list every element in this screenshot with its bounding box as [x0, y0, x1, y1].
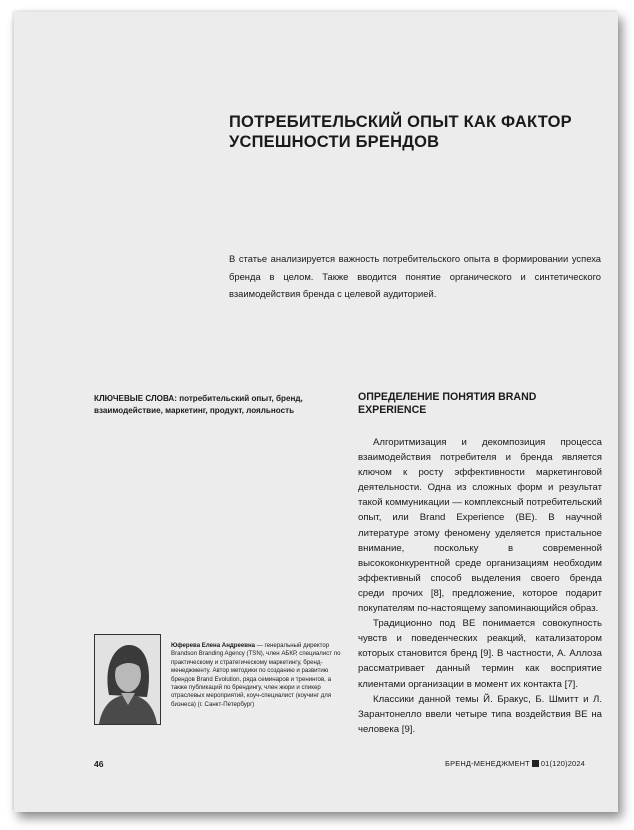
author-photo — [94, 634, 161, 725]
article-title: ПОТРЕБИТЕЛЬСКИЙ ОПЫТ КАК ФАКТОР УСПЕШНОСТИ БРЕНДОВ — [229, 113, 572, 151]
page-number: 46 — [94, 759, 104, 769]
body-paragraph: Классики данной темы Й. Бракус, Б. Шмитт и Л. Зарантонелло ввели четыре типа воздействия BE на человека [9]. — [358, 693, 602, 735]
journal-page — [14, 12, 618, 812]
journal-name: БРЕНД-МЕНЕДЖМЕНТ — [445, 759, 530, 768]
square-separator-icon — [532, 760, 539, 767]
author-bio — [171, 642, 341, 709]
author-portrait-icon — [95, 635, 160, 724]
journal-footer — [445, 759, 585, 768]
author-description: — генеральный директор Brandson Branding Agency (TSN), член АБКР, специалист по практическому и стратегическому маркетингу, бренд-менеджменту. Автор методики по созданию и развитию брендов Brand Evolution, ряда семинаров и тренингов, а также публикаций по брендингу, член жюри и спикер отраслевых мероприятий, коуч-специалист (коучинг для бизнеса) (г. Санкт-Петербург) — [171, 642, 341, 708]
journal-issue: 01(120)2024 — [540, 759, 585, 768]
body-paragraph: Традиционно под BE понимается совокупность чувств и поведенческих реакций, катализатором которых становится бренд [9]. В частности, А. Аллоза рассматривает данный термин как восприятие клиентами организации в момент их контакта [7]. — [358, 618, 602, 690]
section-body — [358, 435, 602, 737]
author-name: Юферева Елена Андреевна — [171, 642, 256, 649]
article-abstract: В статье анализируется важность потребительского опыта в формировании успеха бренда в целом. Также вводится понятие органического и синтетического взаимодействия бренда с целевой аудиторией. — [229, 253, 601, 300]
body-paragraph: Алгоритмизация и декомпозиция процесса взаимодействия потребителя и бренда является ключом к росту эффективности маркетинговой деятельности. Одна из сложных форм и результат такой коммуникации — комплексный потребительский опыт, или Brand Experience (BE). В научной литературе этому феномену уделяется пристальное внимание, поскольку в современной высококонкурентной среде организациям необходим эффективный способ выделения своего бренда среди прочих [8], предложение, которое подарит покупателям по-настоящему запоминающийся образ. — [358, 437, 602, 615]
keywords: КЛЮЧЕВЫЕ СЛОВА: потребительский опыт, бренд, взаимодействие, маркетинг, продукт, лояльность — [94, 394, 303, 416]
section-heading: ОПРЕДЕЛЕНИЕ ПОНЯТИЯ BRAND EXPERIENCE — [358, 391, 537, 417]
